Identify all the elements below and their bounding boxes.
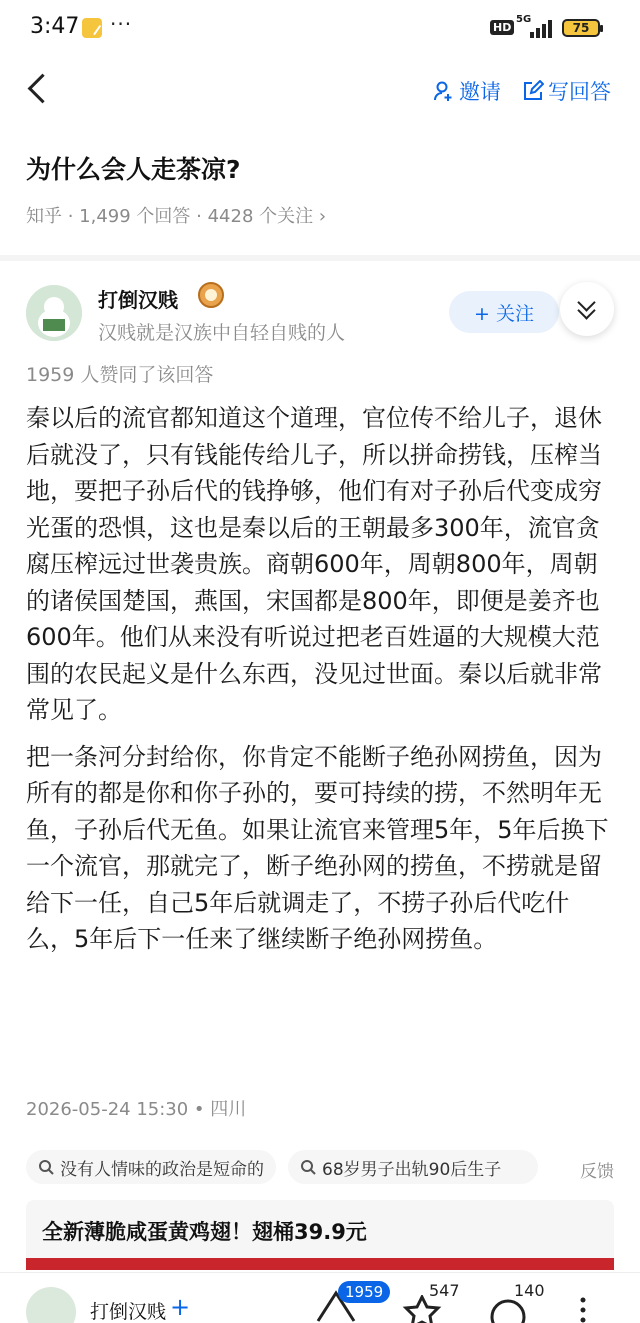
avatar[interactable]	[26, 1287, 76, 1323]
invite-label: 邀请	[459, 80, 501, 104]
related-search-chip[interactable]	[288, 1150, 538, 1184]
related-search-label: 68岁男子出轨90后生子	[322, 1159, 502, 1180]
follow-plus-button[interactable]: +	[170, 1293, 191, 1321]
related-search-label: 没有人情味的政治是短命的	[60, 1159, 264, 1180]
status-bar	[0, 0, 640, 58]
answer-paragraph: 秦以后的流官都知道这个道理，官位传不给儿子，退休后就没了，只有钱能传给儿子，所以拼命捞钱，压榨当地，要把子孙后代的钱挣够，他们有对子孙后代变成穷光蛋的恐惧，这也是秦以后的王朝最多300年，流官贪腐压榨远过世袭贵族。商朝600年，周朝800年，周朝的诸侯国楚国，燕国，宋国都是800年，即便是姜齐也600年。他们从来没有听说过把老百姓逼的大规模大范围的农民起义是什么东西，没见过世面。秦以后就非常常见了。	[26, 404, 602, 724]
author-name[interactable]: 打倒汉贱	[98, 288, 178, 312]
question-title[interactable]: 为什么会人走茶凉?	[26, 155, 241, 184]
related-search-chip[interactable]	[26, 1150, 276, 1184]
related-searches	[26, 1150, 626, 1184]
back-button[interactable]	[20, 70, 56, 110]
battery-icon: 75	[562, 19, 600, 37]
signal-icon	[516, 16, 556, 38]
upvote-count-badge: 1959	[338, 1281, 390, 1303]
ad-image	[26, 1258, 614, 1270]
author-badge-icon	[198, 282, 224, 308]
more-notifications-icon: ···	[110, 12, 133, 36]
answer-body	[26, 400, 616, 968]
notification-app-icon	[82, 18, 102, 38]
invite-icon	[433, 80, 455, 102]
bottom-action-bar	[0, 1272, 640, 1323]
bottom-author-name[interactable]: 打倒汉贱	[90, 1301, 167, 1323]
upvote-summary: 1959 人赞同了该回答	[26, 364, 214, 386]
author-bio: 汉贱就是汉族中自轻自贱的人	[98, 322, 346, 344]
comment-count: 140	[514, 1281, 545, 1300]
ad-card[interactable]	[26, 1200, 614, 1270]
network-label: 5G	[516, 14, 532, 25]
avatar[interactable]	[26, 285, 82, 341]
search-icon	[38, 1159, 54, 1175]
invite-button[interactable]	[433, 76, 501, 106]
answer-paragraph: 把一条河分封给你，你肯定不能断子绝孙网捞鱼，因为所有的都是你和你子孙的，要可持续的捞，不然明年无鱼，子孙后代无鱼。如果让流官来管理5年，5年后换下一个流官，那就完了，断子绝孙网的捞鱼，不捞就是留给下一任，自己5年后就调走了，不捞子孙后代吃什么，5年后下一任来了继续断子绝孙网捞鱼。	[26, 742, 609, 953]
ad-title: 全新薄脆咸蛋黄鸡翅！翅桶39.9元	[42, 1220, 367, 1244]
expand-answer-icon[interactable]	[560, 282, 614, 336]
top-nav	[0, 58, 640, 122]
search-icon	[300, 1159, 316, 1175]
hd-icon: HD	[490, 20, 514, 35]
answer-timestamp: 2026-05-24 15:30 • 四川	[26, 1099, 247, 1120]
comment-icon[interactable]	[488, 1297, 528, 1323]
question-meta[interactable]: 知乎 · 1,499 个回答 · 4428 个关注 ›	[26, 206, 327, 227]
favorite-count: 547	[429, 1281, 460, 1300]
edit-icon	[522, 80, 544, 102]
write-answer-label: 写回答	[548, 80, 611, 104]
section-divider	[0, 255, 640, 261]
status-time: 3:47	[30, 14, 80, 39]
avatar-image	[26, 285, 82, 341]
follow-button[interactable]: + 关注	[449, 291, 559, 333]
write-answer-button[interactable]	[522, 76, 611, 106]
feedback-link[interactable]: 反馈	[580, 1162, 614, 1182]
more-options-icon[interactable]	[576, 1297, 590, 1323]
